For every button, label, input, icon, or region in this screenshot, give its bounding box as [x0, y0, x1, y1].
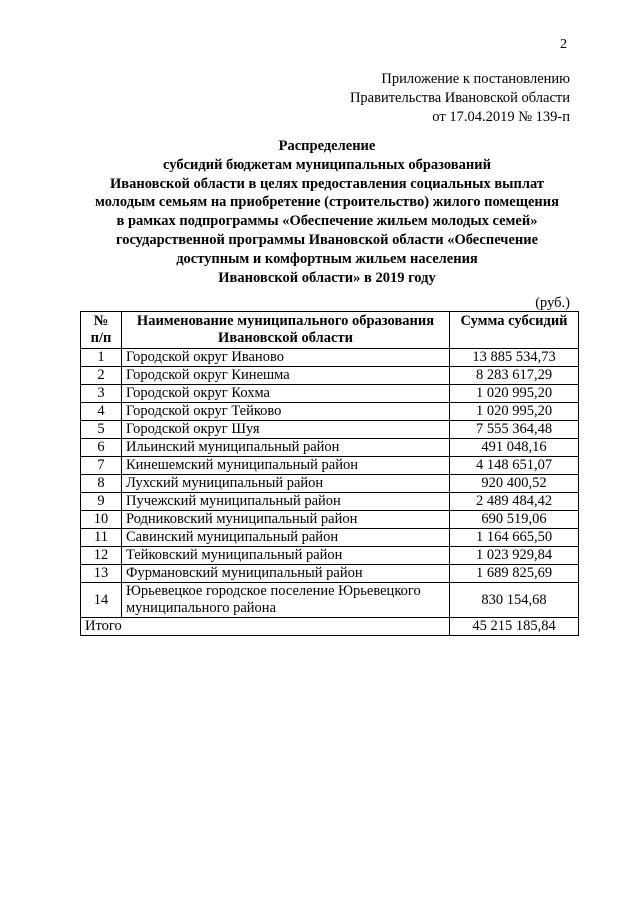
row-sum: 1 020 995,20 [450, 403, 579, 421]
row-sum: 920 400,52 [450, 475, 579, 493]
row-num: 14 [81, 583, 122, 618]
row-sum: 4 148 651,07 [450, 457, 579, 475]
row-sum: 1 164 665,50 [450, 529, 579, 547]
row-sum: 1 023 929,84 [450, 547, 579, 565]
row-num: 7 [81, 457, 122, 475]
row-sum: 1 020 995,20 [450, 385, 579, 403]
row-num: 6 [81, 439, 122, 457]
row-num: 5 [81, 421, 122, 439]
row-num: 8 [81, 475, 122, 493]
table-row [81, 421, 579, 439]
row-name: Пучежский муниципальный район [122, 493, 450, 511]
table-row [81, 457, 579, 475]
row-num: 2 [81, 367, 122, 385]
table-header-row [81, 312, 579, 349]
row-name: Савинский муниципальный район [122, 529, 450, 547]
title-line: государственной программы Ивановской области «Обеспечение [115, 231, 539, 248]
title-line: Ивановской области в целях предоставления социальных выплат [110, 175, 544, 192]
table-row [81, 403, 579, 421]
header-sum: Сумма субсидий [450, 312, 579, 349]
title-line: Ивановской области» в 2019 году [218, 269, 436, 286]
table-row [81, 367, 579, 385]
row-name: Тейковский муниципальный район [122, 547, 450, 565]
title-line: субсидий бюджетам муниципальных образований [163, 156, 491, 173]
row-name: Городской округ Кинешма [122, 367, 450, 385]
row-num: 11 [81, 529, 122, 547]
appendix-line: Приложение к постановлению [381, 71, 570, 87]
total-sum: 45 215 185,84 [450, 618, 579, 636]
row-name: Фурмановский муниципальный район [122, 565, 450, 583]
header-num [81, 312, 122, 349]
total-label: Итого [81, 618, 450, 636]
row-sum: 8 283 617,29 [450, 367, 579, 385]
row-name: Городской округ Шуя [122, 421, 450, 439]
table-row [81, 385, 579, 403]
row-sum: 13 885 534,73 [450, 349, 579, 367]
row-num: 13 [81, 565, 122, 583]
table-row [81, 511, 579, 529]
row-name: Городской округ Иваново [122, 349, 450, 367]
currency-unit: (руб.) [535, 295, 570, 311]
row-name: Городской округ Кохма [122, 385, 450, 403]
title-line: в рамках подпрограммы «Обеспечение жильем молодых семей» [116, 213, 538, 230]
row-sum: 2 489 484,42 [450, 493, 579, 511]
row-name: Лухский муниципальный район [122, 475, 450, 493]
table-row [81, 547, 579, 565]
row-name: Кинешемский муниципальный район [122, 457, 450, 475]
header-name-line: Ивановской области [218, 330, 353, 346]
row-sum: 7 555 364,48 [450, 421, 579, 439]
row-name: Родниковский муниципальный район [122, 511, 450, 529]
distribution-table [80, 311, 579, 636]
table-row [81, 583, 579, 618]
table-row [81, 439, 579, 457]
document-title [0, 137, 640, 287]
table-row [81, 349, 579, 367]
row-sum: 1 689 825,69 [450, 565, 579, 583]
table-row [81, 529, 579, 547]
row-name-line: муниципального района [126, 600, 276, 616]
appendix-block [350, 70, 570, 127]
row-name [122, 583, 450, 618]
title-line: молодым семьям на приобретение (строительство) жилого помещения [95, 194, 559, 211]
table-row [81, 493, 579, 511]
title-line: Распределение [278, 138, 376, 154]
row-num: 3 [81, 385, 122, 403]
row-num: 10 [81, 511, 122, 529]
header-name-line: Наименование муниципального образования [136, 313, 435, 329]
row-name: Городской округ Тейково [122, 403, 450, 421]
table-row [81, 565, 579, 583]
row-num: 9 [81, 493, 122, 511]
row-name-line: Юрьевецкое городское поселение Юрьевецкого [126, 583, 421, 599]
row-sum: 690 519,06 [450, 511, 579, 529]
appendix-line: Правительства Ивановской области [349, 90, 570, 106]
page-number: 2 [560, 37, 567, 52]
header-num-line: № [93, 313, 109, 329]
row-num: 4 [81, 403, 122, 421]
row-num: 1 [81, 349, 122, 367]
total-row [81, 618, 579, 636]
row-name: Ильинский муниципальный район [122, 439, 450, 457]
appendix-line: от 17.04.2019 № 139-п [432, 109, 570, 125]
title-line: доступным и комфортным жильем населения [176, 250, 478, 267]
row-num: 12 [81, 547, 122, 565]
header-num-line: п/п [90, 330, 112, 346]
row-sum: 491 048,16 [450, 439, 579, 457]
table-row [81, 475, 579, 493]
header-name [122, 312, 450, 349]
row-sum: 830 154,68 [450, 583, 579, 618]
